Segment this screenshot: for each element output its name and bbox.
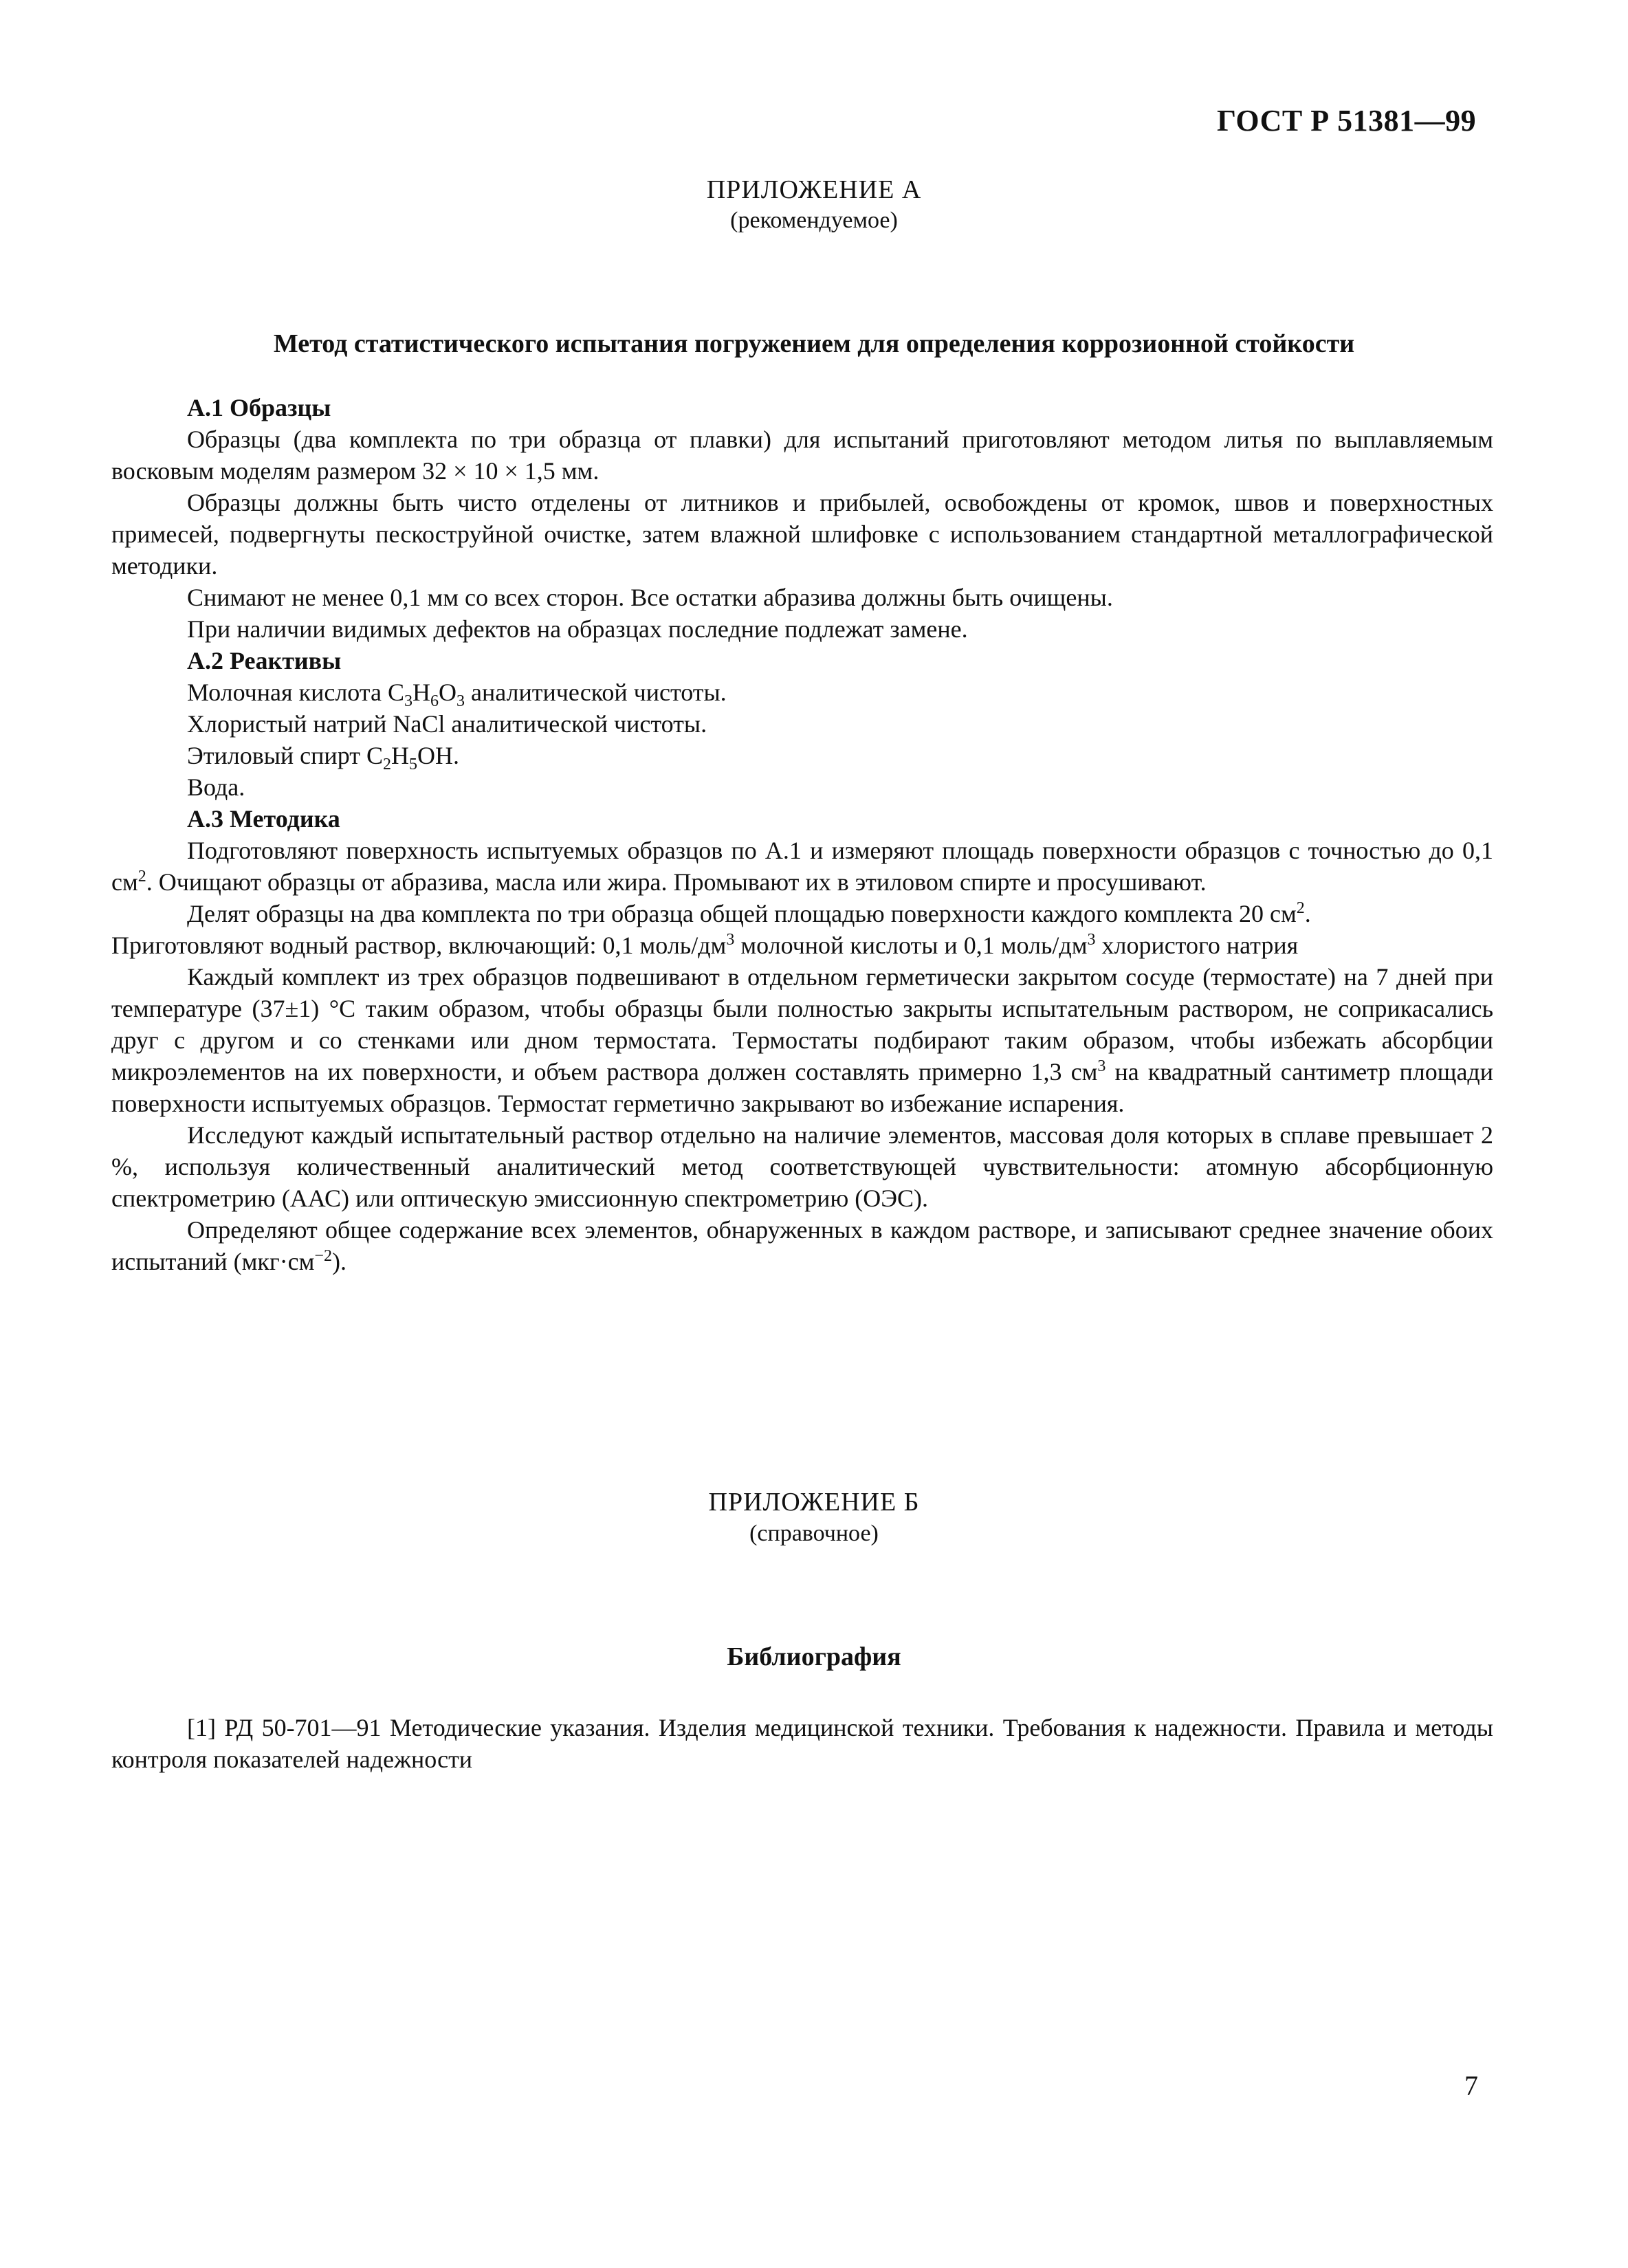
annex-b-label: ПРИЛОЖЕНИЕ Б	[708, 1488, 920, 1517]
paragraph: Снимают не менее 0,1 мм со всех сторон. Все остатки абразива должны быть очищены.	[187, 584, 1113, 611]
section-a1-heading: А.1 Образцы	[187, 394, 331, 421]
annex-b-status: (справочное)	[749, 1521, 879, 1546]
annex-a-label: ПРИЛОЖЕНИЕ А	[706, 175, 922, 204]
section-a2-heading: А.2 Реактивы	[187, 647, 342, 674]
paragraph: Определяют общее содержание всех элементов, обнаруженных в каждом растворе, и записывают среднее значение обоих испытаний $(мкг\cdot см^{-2})$.	[111, 1216, 1493, 1275]
reagent-ethanol: Этиловый спирт $C_2H_5OH$.	[187, 742, 459, 774]
paragraph: Делят образцы на два комплекта по три образца общей площадью поверхности каждого комплекта 20 $см^2$.	[187, 899, 1311, 927]
annex-b-title: Библиография	[727, 1642, 901, 1671]
bibliography-entry: [1] РД 50-701—91 Методические указания. Изделия медицинской техники. Требования к надежности. Правила и методы контроля показателей надежности	[111, 1714, 1493, 1773]
paragraph: Исследуют каждый испытательный раствор отдельно на наличие элементов, массовая доля которых в сплаве превышает 2 %, используя количественный аналитический метод соответствующей чувствительности: атомную абсорбционную спектрометрию (ААС) или оптическую эмиссионную спектрометрию (ОЭС).	[111, 1121, 1493, 1212]
paragraph: При наличии видимых дефектов на образцах последние подлежат замене.	[187, 615, 968, 643]
annex-a-status: (рекомендуемое)	[730, 208, 898, 233]
reagent-lactic-acid: Молочная кислота $C_3H_6O_3$ аналитической чистоты.	[187, 679, 727, 711]
bibliography	[111, 1712, 1493, 1775]
section-a3-heading: А.3 Методика	[187, 805, 340, 833]
paragraph: Каждый комплект из трех образцов подвешивают в отдельном герметически закрытом сосуде (термостате) на 7 дней при температуре (37±1) °С таким образом, чтобы образцы были полностью закрыты испытательным раствором, не соприкасались друг с другом и со стенками или дном термостата. Термостаты подбирают таким образом, чтобы избежать абсорбции микроэлементов на их поверхности, и объем раствора должен составлять примерно 1,3 $см^3$ на квадратный сантиметр площади поверхности испытуемых образцов. Термостат герметично закрывают во избежание испарения.	[111, 963, 1493, 1117]
reagent-sodium-chloride: Хлористый натрий NaCl аналитической чистоты.	[187, 710, 707, 738]
paragraph: Образцы (два комплекта по три образца от плавки) для испытаний приготовляют методом литья по выплавляемым восковым моделям размером 32 × 10 × 1,5 мм.	[111, 426, 1493, 485]
document-standard-id: ГОСТ Р 51381—99	[1217, 104, 1477, 137]
annex-a-title: Метод статистического испытания погружением для определения коррозионной стойкости	[273, 329, 1355, 358]
paragraph: Приготовляют водный раствор, включающий: 0,1 моль/$дм^3$ молочной кислоты и 0,1 моль/$дм^3$ хлористого натрия	[111, 931, 1299, 959]
paragraph: Подготовляют поверхность испытуемых образцов по А.1 и измеряют площадь поверхности образцов с точностью до 0,1 $см^2$. Очищают образцы от абразива, масла или жира. Промывают их в этиловом спирте и просушивают.	[111, 837, 1493, 896]
reagent-water: Вода.	[187, 773, 245, 801]
annex-a-body	[111, 392, 1493, 1277]
paragraph: Образцы должны быть чисто отделены от литников и прибылей, освобождены от кромок, швов и поверхностных примесей, подвергнуты пескоструйной очистке, затем влажной шлифовке с использованием стандартной металлографической методики.	[111, 489, 1493, 580]
page-number: 7	[1464, 2070, 1478, 2101]
